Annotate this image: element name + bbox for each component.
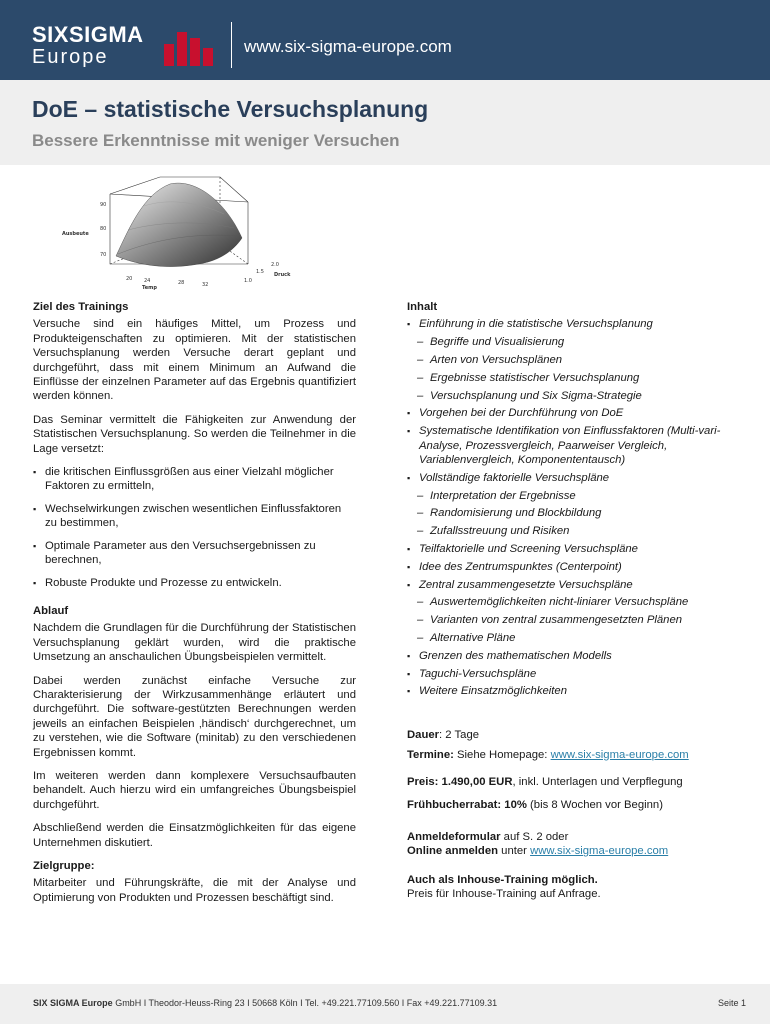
list-item: ▪ Robuste Produkte und Prozesse zu entwickeln. <box>33 576 356 590</box>
ziel-heading: Ziel des Trainings <box>33 301 129 313</box>
inhalt-item: ▪ Zentral zusammengesetzte Versuchspläne <box>407 578 742 592</box>
preis-line <box>407 775 742 789</box>
online-value: unter <box>498 845 531 858</box>
online-line <box>407 844 742 858</box>
page-subtitle: Bessere Erkenntnisse mit weniger Versuchen <box>32 131 400 150</box>
response-surface-figure <box>58 172 318 296</box>
anmelde-label: Anmeldeformular <box>407 830 501 843</box>
inhouse-heading-line <box>407 873 742 887</box>
inhalt-item-text: Varianten von zentral zusammengesetzten Plänen <box>430 614 683 627</box>
z-tick-2: 80 <box>100 226 107 232</box>
anmelde-line <box>407 830 742 844</box>
z-tick-3: 70 <box>100 252 107 258</box>
termine-line <box>407 748 742 762</box>
inhalt-item-text: Auswertemöglichkeiten nicht-liniarer Versuchspläne <box>430 596 689 609</box>
inhalt-item-text: Versuchsplanung und Six Sigma-Strategie <box>430 389 642 402</box>
inhalt-item <box>407 389 742 403</box>
inhalt-item: ▪ Idee des Zentrumspunktes (Centerpoint) <box>407 560 742 574</box>
ablauf-paragraph-2: Dabei werden zunächst einfache Versuche zur Charakterisierung der Wirkzusammenhänge erläutert und durchgeführt. Die software-gestützten Berechnungen werden jeweils an einfachen Beispielen ‚händisch‘ durchgerechnet, um zu verstehen, wie die Software (minitab) zu den verschiedenen Ergebnissen kommt. <box>33 674 356 759</box>
list-item: ▪ Optimale Parameter aus den Versuchsergebnissen zu berechnen, <box>33 539 356 568</box>
ablauf-paragraph-4: Abschließend werden die Einsatzmöglichkeiten für das eigene Unternehmen diskutiert. <box>33 822 356 849</box>
termine-label: Termine: <box>407 748 454 761</box>
inhalt-item-text: Arten von Versuchsplänen <box>430 354 563 366</box>
anmelde-value: auf S. 2 oder <box>500 830 569 843</box>
rabatt-line <box>407 798 742 812</box>
header-bar <box>0 0 770 80</box>
inhalt-item <box>407 631 742 645</box>
x-tick-2: 24 <box>144 278 151 284</box>
ziel-paragraph-2: Das Seminar vermittelt die Fähigkeiten zur Anwendung der Statistischen Versuchsplanung. So werden die Teilnehmer in die Lage versetzt: <box>33 413 356 455</box>
inhalt-item: ▪ Vollständige faktorielle Versuchspläne <box>407 471 742 485</box>
zielgruppe-heading: Zielgruppe: <box>33 860 95 872</box>
y-tick-3: 2.0 <box>271 262 279 268</box>
preis-value: , inkl. Unterlagen und Verpflegung <box>512 775 683 788</box>
inhalt-item: ▪ Einführung in die statistische Versuchsplanung <box>407 317 742 331</box>
termine-value: Siehe Homepage: <box>453 748 551 761</box>
inhouse-heading: Auch als Inhouse-Training möglich. <box>407 873 598 886</box>
z-axis-label: Ausbeute <box>62 231 89 237</box>
termine-link[interactable]: www.six-sigma-europe.com <box>550 748 689 761</box>
inhalt-heading: Inhalt <box>407 301 438 313</box>
x-tick-4: 32 <box>202 282 209 288</box>
inhalt-item-text: Ergebnisse statistischer Versuchsplanung <box>430 371 640 384</box>
header-divider <box>231 22 232 68</box>
footer-company: SIX SIGMA Europe <box>33 998 113 1008</box>
dauer-label: Dauer <box>407 729 440 742</box>
inhalt-item <box>407 371 742 385</box>
rabatt-label: Frühbucherrabat: 10% <box>407 799 527 812</box>
ablauf-paragraph-3: Im weiteren werden dann komplexere Versuchsaufbauten behandelt. Auch hierzu wird ein umfangreiches Übungsbeispiel durchgeführt. <box>33 769 356 811</box>
inhalt-item: ▪ Systematische Identifikation von Einflussfaktoren (Multi-vari-Analyse, Prozessvergleich, Paarweiser Vergleich, Variablenvergleich, Komponententausch) <box>407 424 742 467</box>
page-title: DoE – statistische Versuchsplanung <box>32 96 429 122</box>
inhalt-item <box>407 335 742 349</box>
header-url[interactable]: www.six-sigma-europe.com <box>244 37 452 56</box>
inhalt-item-text: Alternative Pläne <box>430 631 516 644</box>
inhalt-list <box>407 317 742 698</box>
list-item: ▪ die kritischen Einflussgrößen aus einer Vielzahl möglicher Faktoren zu ermitteln, <box>33 465 356 494</box>
x-tick-3: 28 <box>178 280 185 286</box>
x-axis-label: Temp <box>142 285 157 291</box>
dauer-value: : 2 Tage <box>439 729 480 742</box>
zielgruppe-paragraph: Mitarbeiter und Führungskräfte, die mit der Analyse und Optimierung von Produkten und Prozessen beschäftigt sind. <box>33 877 356 904</box>
inhalt-item-text: Interpretation der Ergebnisse <box>430 489 576 502</box>
inhouse-text: Preis für Inhouse-Training auf Anfrage. <box>407 888 601 900</box>
inhalt-item-text: Begriffe und Visualisierung <box>430 336 565 349</box>
ablauf-heading: Ablauf <box>33 604 69 617</box>
left-column <box>33 300 356 914</box>
z-tick-1: 90 <box>100 202 107 208</box>
inhalt-item: ▪ Teilfaktorielle und Screening Versuchspläne <box>407 542 742 556</box>
y-axis-label: Druck <box>274 272 291 278</box>
ziel-paragraph-1: Versuche sind ein häufiges Mittel, um Prozess und Produkteigenschaften zu optimieren. Mit der statistischen Versuchsplanung werden Versuche derart geplant und durchgeführt, dass mit einem Minimum an Aufwand die Einflüsse der einzelnen Parameter auf das Ergebnis quantifiziert werden können. <box>33 318 356 403</box>
inhalt-item <box>407 353 742 367</box>
footer-address: GmbH I Theodor-Heuss-Ring 23 I 50668 Köln I Tel. +49.221.77109.560 I Fax +49.221.77109.31 <box>112 998 498 1008</box>
inhalt-item <box>407 506 742 520</box>
logo-bars-icon <box>164 26 214 66</box>
inhalt-item <box>407 489 742 503</box>
rabatt-value: (bis 8 Wochen vor Beginn) <box>526 799 663 812</box>
page-number: Seite 1 <box>718 998 747 1008</box>
inhalt-item: ▪ Taguchi-Versuchspläne <box>407 667 742 681</box>
ziel-bullet-list <box>33 465 356 590</box>
y-tick-2: 1.5 <box>256 269 264 275</box>
company-logo <box>32 24 144 68</box>
right-column <box>407 300 742 901</box>
x-tick-1: 20 <box>126 276 133 282</box>
inhalt-item-text: Zufallsstreuung und Risiken <box>430 525 570 538</box>
inhalt-item: ▪ Grenzen des mathematischen Modells <box>407 649 742 663</box>
inhalt-item-text: Randomisierung und Blockbildung <box>430 507 602 520</box>
inhalt-item <box>407 595 742 609</box>
dauer-line <box>407 728 742 742</box>
y-tick-1: 1.0 <box>244 278 252 284</box>
inhalt-item: ▪ Weitere Einsatzmöglichkeiten <box>407 684 742 698</box>
online-label: Online anmelden <box>407 845 499 858</box>
preis-label: Preis: 1.490,00 EUR <box>407 775 513 788</box>
logo-bottom-text: Europe <box>32 46 109 68</box>
inhalt-item: ▪ Vorgehen bei der Durchführung von DoE <box>407 406 742 420</box>
footer-contact <box>33 998 497 1008</box>
list-item: ▪ Wechselwirkungen zwischen wesentlichen Einflussfaktoren zu bestimmen, <box>33 502 356 531</box>
logo-top-text: SIXSIGMA <box>32 22 144 47</box>
online-link[interactable]: www.six-sigma-europe.com <box>530 845 669 858</box>
inhalt-item <box>407 524 742 538</box>
inhalt-item <box>407 613 742 627</box>
ablauf-paragraph-1: Nachdem die Grundlagen für die Durchführung der Statistischen Versuchsplanung geklärt wurden, wird die praktische Umsetzung an anschaulichen Übungsbeispielen vermittelt. <box>33 622 356 664</box>
